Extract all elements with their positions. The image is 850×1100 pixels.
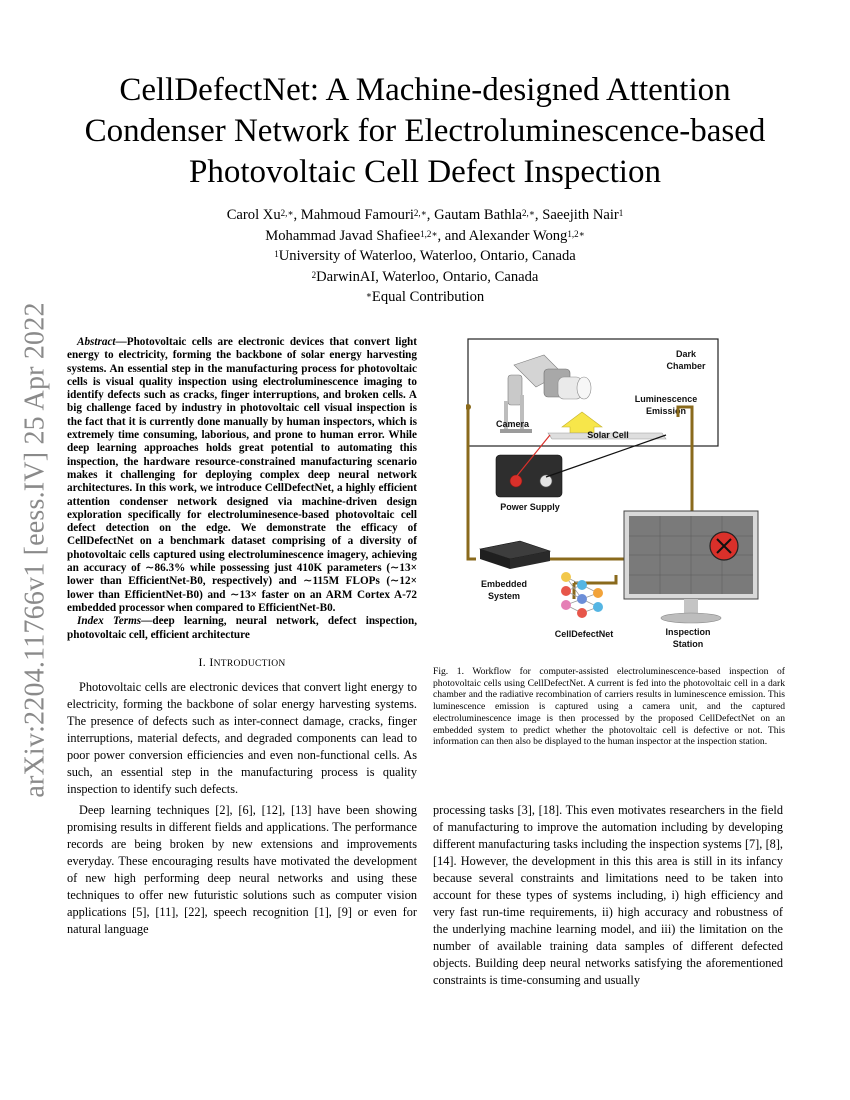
author-line-2: Mohammad Javad Shafiee$^{1,2∗}$, and Alexander Wong$^{1,2∗}$ [265, 227, 585, 244]
affiliation-1: $^1$University of Waterloo, Waterloo, Ontario, Canada [274, 248, 576, 264]
luminescence-label-2: Emission [645, 406, 687, 416]
abstract-label: Abstract [77, 336, 116, 348]
affiliation-2: $^2$DarwinAI, Waterloo, Ontario, Canada [311, 268, 539, 285]
abstract [67, 336, 417, 615]
embedded-label-1: Embedded [480, 579, 528, 589]
arxiv-side-stamp [14, 290, 58, 810]
index-terms-label: Index Terms [77, 615, 142, 628]
celldefectnet-label: CellDefectNet [554, 629, 614, 639]
paragraph: Photovoltaic cells are electronic devices that convert light energy to electricity, forming the backbone of solar energy harvesting systems. The presence of defects such as inter-connect damage, cracks, finger interruptions, material defects, and degraded components can lead to poor power conversion efficiencies and even non-functional cells. As such, an essential step in the manufacturing process is quality inspection to identify such defects. [67, 679, 417, 796]
abstract-text: —Photovoltaic cells are electronic devices that convert light energy to electricity, forming the backbone of solar energy harvesting systems. An essential step in the manufacturing process for photovoltaic cells is visual quality inspection using electroluminescence imaging to identify defects such as cracks, finger interruptions, and broken cells. A big challenge faced by industry in photovoltaic cell visual inspection is the fact that it is currently done manually by human inspectors, which is extremely time consuming, laborious, and prone to human error. While deep learning approaches holds great potential to automating this inspection, the hardware resource-constrained manufacturing scenario makes it challenging for deploying complex deep neural network architectures. In this work, we introduce CellDefectNet, a highly efficient attention condenser network designed via machine-driven design exploration specifically for electroluminesence-based photovoltaic cell defect detection on the edge. We demonstrate the efficacy of CellDefectNet on a benchmark dataset comprising of a diversity of photovoltaic cells captured using electroluminescence imagery, achieving an accuracy of ∼86.3% while possessing just 410K parameters (∼13× lower than EfficientNet-B0, respectively) and ∼115M FLOPs (∼12× lower than EfficientNet-B0) and ∼13× faster on an ARM Cortex A-72 embedded processor when compared to EfficientNet-B0. [67, 336, 417, 614]
inspection-label-1: Inspection [665, 627, 711, 637]
section-heading-introduction: I. INTRODUCTION [198, 654, 286, 669]
inspection-station-illustration [624, 511, 758, 623]
figure-1-caption: Fig. 1. Workflow for computer-assisted electroluminescence-based inspection of photovoltaic cells using CellDefectNet. A current is fed into the photovoltaic cell in a dark chamber and the radiative recombination of carriers results in luminescence emission. This luminescence emission is captured using a camera unit, and the captured electroluminescence image is then processed by the proposed CellDefectNet on an embedded system to predict whether the photovoltaic cell is defective or not. This information can then also be displayed to the human inspector at the inspection station. [433, 666, 785, 748]
celldefectnet-icon [561, 572, 603, 618]
camera-label: Camera [496, 419, 530, 429]
figure-1-workflow [466, 337, 788, 661]
index-terms [67, 615, 417, 642]
paragraph: Deep learning techniques [2], [6], [12], [13] have been showing promising results in different fields and applications. The performance records are being broken by new extensions and improvements everyday. These encouraging results have motivated the development of new high performing deep neural networks and using these techniques to offer new futuristic solutions such as computer vision applications [5], [11], [22], speech recognition [1], [9] or even for natural language [67, 802, 417, 936]
dark-chamber-label-1: Dark [675, 349, 697, 359]
embedded-label-2: System [487, 591, 521, 601]
paragraph: processing tasks [3], [18]. This even motivates researchers in the field of manufacturing to improve the automation including by developing different manufacturing tasks including the inspection systems [7], [8], [14]. However, the development in this this area is still in its infancy because several constraints and limitations need to be taken into account for these types of systems including, i) high efficiency and very fast run-time requirements, ii) high accuracy and robustness of the underlying machine learning model, and iii) the limitation on the number of available training data samples of different defected objects. Building deep neural networks satisfying the aforementioned constraints is time-consuming and usually [433, 803, 783, 987]
solar-cell-label: Solar Cell [587, 430, 629, 440]
dark-chamber-label-2: Chamber [666, 361, 706, 371]
paper-title: CellDefectNet: A Machine-designed Attention Condenser Network for Electroluminescence-based Photovoltaic Cell Defect Inspection [84, 72, 766, 190]
index-terms-text: —deep learning, neural network, defect inspection, photovoltaic cell, efficient architecture [67, 615, 417, 641]
arxiv-stamp-text: arXiv:2204.11766v1 [eess.IV] 25 Apr 2022 [20, 302, 51, 798]
author-block [100, 205, 750, 308]
inspection-label-2: Station [672, 639, 704, 649]
equal-contribution-note: ∗Equal Contribution [365, 289, 485, 305]
workflow-diagram [466, 337, 788, 661]
author-line-1: Carol $Xu^{2,∗}$, Mahmoud Famouri$^{2,∗}$, Gautam Bathla$^{2,∗}$, Saeejith Nair$^1$ [226, 207, 624, 223]
left-column [67, 336, 417, 938]
power-supply-label: Power Supply [500, 502, 560, 512]
luminescence-label-1: Luminescence [634, 394, 698, 404]
right-column [433, 802, 783, 989]
